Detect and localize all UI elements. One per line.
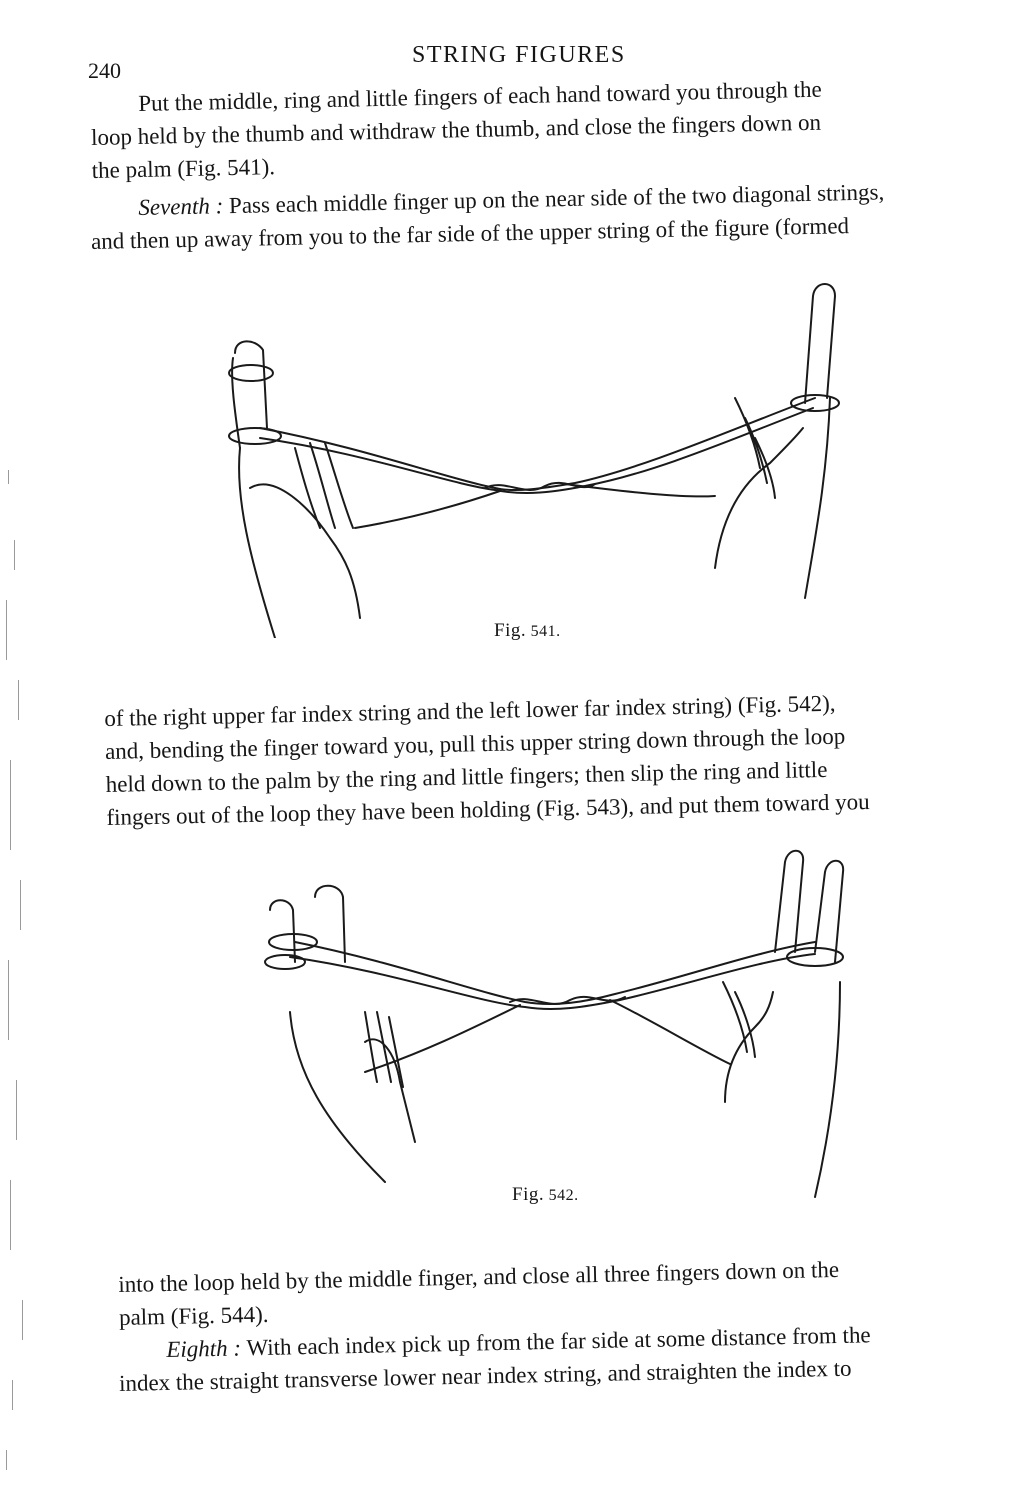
left-hand-outline [239, 448, 275, 638]
figure-541-caption [494, 620, 561, 642]
left-pinky [270, 900, 295, 962]
text-line: held down to the palm by the ring and little fingers; then slip the ring and little [105, 756, 828, 797]
left-thumb-loop [229, 365, 273, 381]
figure-542-caption [512, 1184, 579, 1206]
text-line: into the loop held by the middle finger, and close all three fingers down on the [118, 1256, 840, 1297]
paragraph-1 [90, 73, 823, 187]
text-line: palm (Fig. 544). [118, 1301, 269, 1330]
right-hand-outline [805, 398, 830, 598]
text-line: Pass each middle finger up on the near side of the two diagonal strings, [228, 179, 885, 219]
page-number: 240 [88, 58, 121, 83]
running-title: STRING FIGURES [412, 42, 626, 68]
right-curled-fingers [735, 398, 775, 498]
caption-number: 541. [530, 623, 561, 640]
left-palm-curve [250, 484, 360, 618]
string-diagonal-left [365, 1005, 520, 1072]
left-curled-fingers [365, 1012, 403, 1087]
figure-542-illustration [255, 842, 875, 1202]
right-palm-curve [725, 992, 773, 1102]
paragraph-seventh [90, 175, 885, 258]
text-line: and then up away from you to the far side of the upper string of the figure (formed [90, 213, 850, 254]
text-line: fingers out of the loop they have been holding (Fig. 543), and put them toward you [106, 788, 870, 830]
paragraph-3 [104, 686, 870, 834]
string-upper-left [260, 398, 815, 490]
right-middle-finger [775, 851, 803, 952]
right-palm-curve [715, 428, 803, 568]
text-line: of the right upper far index string and the left lower far index string) (Fig. 542), [104, 690, 836, 731]
string-lower [290, 954, 815, 1009]
left-hand-outline [290, 1012, 385, 1182]
left-thumb [235, 341, 267, 428]
step-label: Eighth : [166, 1335, 242, 1362]
left-index-finger [232, 358, 240, 448]
scan-margin-marks [0, 0, 40, 1485]
text-line: With each index pick up from the far side at some distance from the [246, 1322, 871, 1361]
string-diagonal-right [565, 484, 715, 496]
right-hand-outline [815, 982, 840, 1197]
text-line: the palm (Fig. 541). [91, 154, 276, 183]
left-curled-fingers [295, 443, 353, 528]
text-line: and, bending the finger toward you, pull this upper string down through the loop [104, 723, 846, 764]
string-lower-left [260, 408, 813, 493]
caption-number: 542. [548, 1187, 579, 1204]
right-tall-finger [805, 284, 835, 403]
caption-prefix: Fig. [512, 1184, 545, 1205]
caption-prefix: Fig. [494, 620, 527, 641]
text-line: Put the middle, ring and little fingers of each hand toward you through the [138, 76, 822, 116]
text-line: loop held by the thumb and withdraw the thumb, and close the fingers down on [90, 109, 822, 150]
left-pinky-loop [265, 955, 305, 969]
left-index-loop [269, 934, 317, 950]
right-index-finger [815, 861, 843, 962]
figure-541-illustration [215, 278, 855, 638]
text-line: index the straight transverse lower near index string, and straighten the index to [118, 1355, 852, 1396]
string-diagonal-left [355, 491, 500, 528]
string-diagonal-right [610, 1000, 730, 1064]
step-label: Seventh : [138, 193, 224, 220]
